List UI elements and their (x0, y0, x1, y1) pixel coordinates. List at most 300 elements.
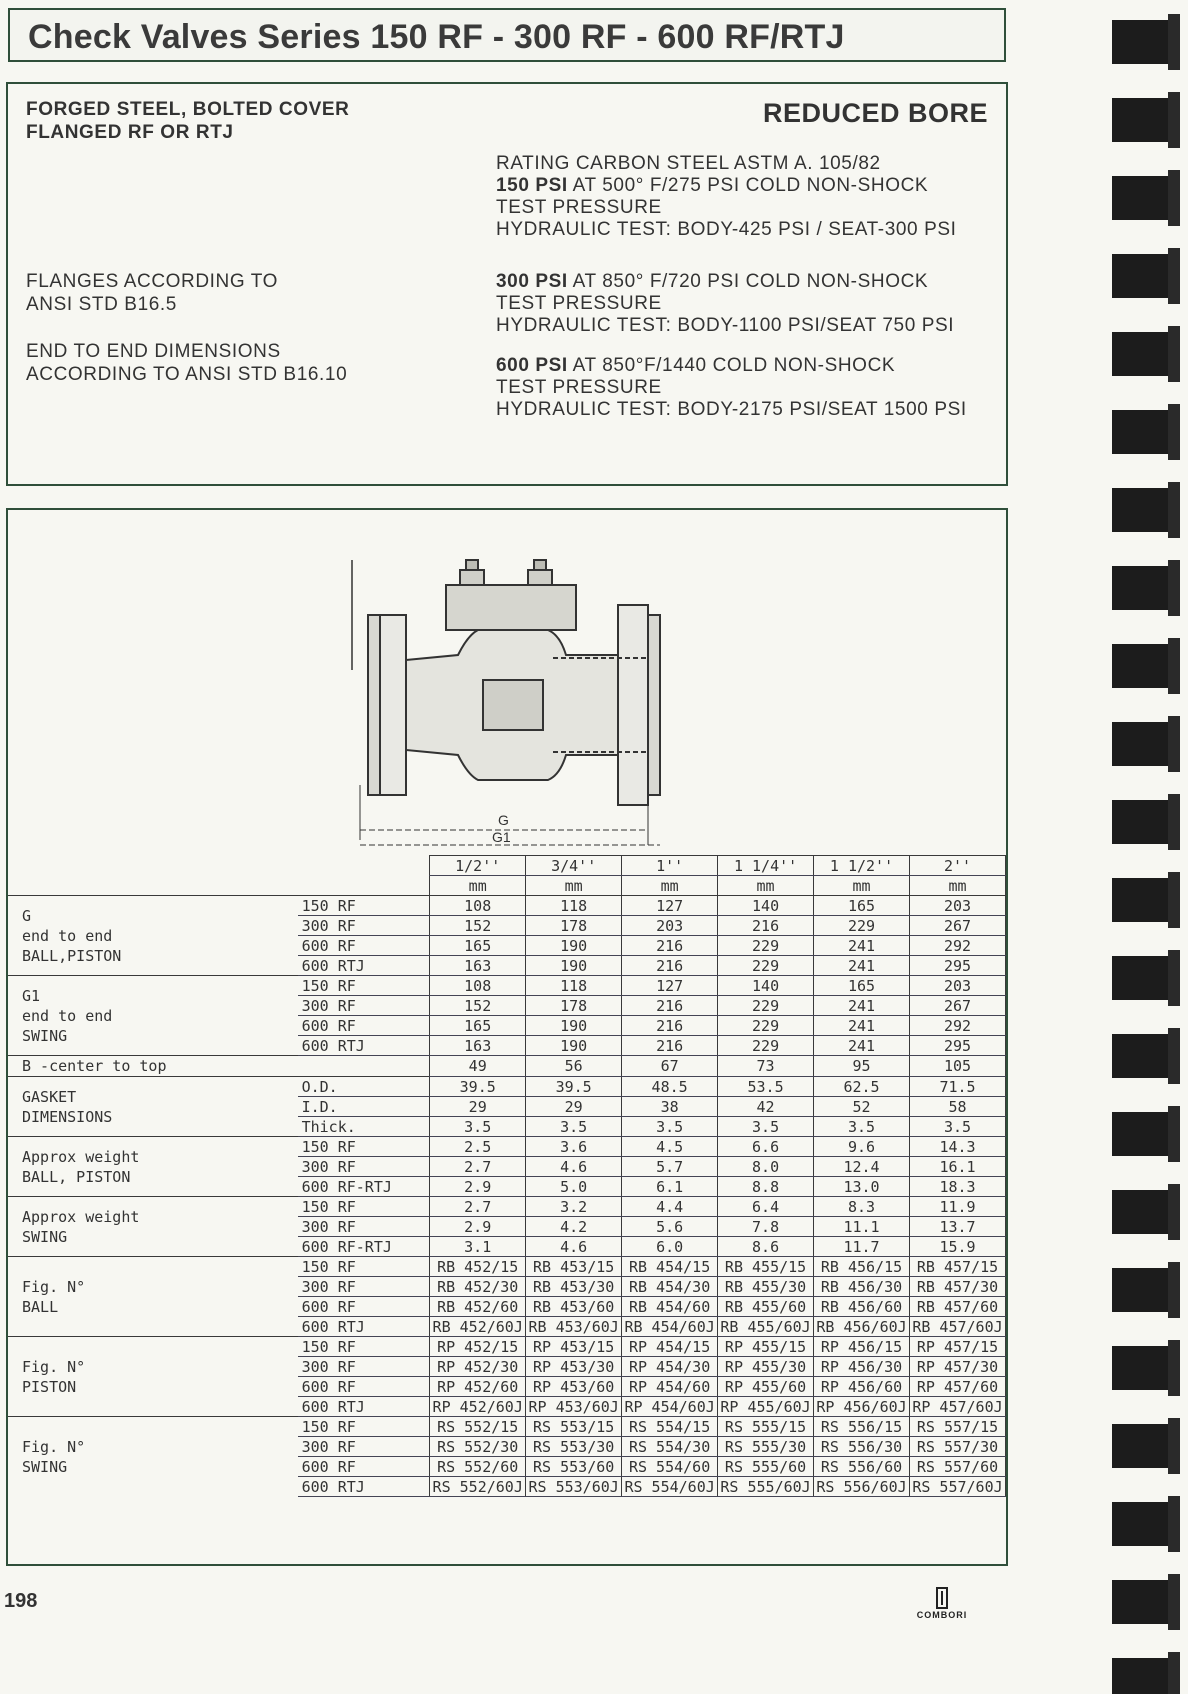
binding-ring (1112, 404, 1180, 460)
value-cell: 8.0 (718, 1157, 814, 1177)
construction-line-2: FLANGED RF OR RTJ (26, 122, 234, 143)
page-title: Check Valves Series 150 RF - 300 RF - 600 RF/RTJ (28, 18, 845, 56)
size-header: 1'' (622, 856, 718, 876)
corner-cell (8, 856, 430, 876)
value-cell: 8.8 (718, 1177, 814, 1197)
value-cell: 12.4 (814, 1157, 910, 1177)
value-cell: 127 (622, 976, 718, 996)
value-cell: RB 456/30 (814, 1277, 910, 1297)
value-cell: RS 552/60J (430, 1477, 526, 1497)
value-cell: RB 457/15 (910, 1257, 1006, 1277)
binding-ring (1112, 1418, 1180, 1474)
value-cell: 152 (430, 996, 526, 1016)
value-cell: RS 554/30 (622, 1437, 718, 1457)
page-number: 198 (4, 1590, 38, 1612)
value-cell: 241 (814, 956, 910, 976)
value-cell: 3.5 (814, 1117, 910, 1137)
value-cell: RB 452/15 (430, 1257, 526, 1277)
value-cell: RB 452/60J (430, 1317, 526, 1337)
group-label-line: DIMENSIONS (22, 1107, 113, 1126)
value-cell: 295 (910, 956, 1006, 976)
value-cell: 216 (622, 1016, 718, 1036)
sub-label: 300 RF (298, 1217, 430, 1237)
size-header: 1 1/2'' (814, 856, 910, 876)
sub-label: 600 RF-RTJ (298, 1237, 430, 1257)
group-label (8, 1056, 430, 1077)
value-cell: 190 (526, 936, 622, 956)
sub-label: 600 RF (298, 1297, 430, 1317)
value-cell: RS 556/15 (814, 1417, 910, 1437)
value-cell: 2.5 (430, 1137, 526, 1157)
dim-label-g: G (498, 812, 509, 828)
value-cell: 8.6 (718, 1237, 814, 1257)
group-label-line: end to end (22, 926, 113, 945)
value-cell: 5.7 (622, 1157, 718, 1177)
spiral-binding-icon (1106, 0, 1188, 1694)
value-cell: RS 557/60 (910, 1457, 1006, 1477)
group-label-line: BALL, PISTON (22, 1167, 131, 1186)
value-cell: 67 (622, 1056, 718, 1077)
value-cell: 295 (910, 1036, 1006, 1056)
binding-ring (1112, 950, 1180, 1006)
sub-label: O.D. (298, 1077, 430, 1097)
value-cell: RS 557/30 (910, 1437, 1006, 1457)
binding-ring (1112, 326, 1180, 382)
value-cell: 292 (910, 936, 1006, 956)
binding-ring (1112, 872, 1180, 928)
binding-ring (1112, 1184, 1180, 1240)
reduced-bore-label: REDUCED BORE (762, 98, 988, 128)
group-label-line: BALL,PISTON (22, 946, 122, 965)
sub-label: 300 RF (298, 1437, 430, 1457)
r300-hydro: HYDRAULIC TEST: BODY-1100 PSI/SEAT 750 PSI (496, 315, 955, 336)
logo-text: COMBORI (916, 1610, 968, 1620)
group-label-line: B -center to top (22, 1057, 167, 1075)
binding-ring (1112, 1652, 1180, 1694)
value-cell: 3.5 (430, 1117, 526, 1137)
value-cell: RB 454/15 (622, 1257, 718, 1277)
value-cell: 13.0 (814, 1177, 910, 1197)
table-row (8, 976, 1006, 996)
group-label-line: PISTON (22, 1377, 77, 1396)
value-cell: 127 (622, 896, 718, 916)
value-cell: RP 454/60 (622, 1377, 718, 1397)
value-cell: RS 553/15 (526, 1417, 622, 1437)
value-cell: RP 455/60J (718, 1397, 814, 1417)
binding-ring (1112, 560, 1180, 616)
binding-ring (1112, 1496, 1180, 1552)
value-cell: RP 452/60 (430, 1377, 526, 1397)
value-cell: 165 (814, 976, 910, 996)
group-label (8, 1137, 298, 1197)
value-cell: 39.5 (526, 1077, 622, 1097)
value-cell: 108 (430, 976, 526, 996)
sub-label: 150 RF (298, 1257, 430, 1277)
value-cell: RS 553/30 (526, 1437, 622, 1457)
value-cell: 216 (622, 956, 718, 976)
r600-test: TEST PRESSURE (496, 377, 662, 398)
group-label (8, 896, 298, 976)
value-cell: RB 456/15 (814, 1257, 910, 1277)
value-cell: RP 455/60 (718, 1377, 814, 1397)
value-cell: 229 (814, 916, 910, 936)
table-row (8, 1257, 1006, 1277)
value-cell: 53.5 (718, 1077, 814, 1097)
value-cell: 58 (910, 1097, 1006, 1117)
value-cell: 4.2 (526, 1217, 622, 1237)
table-row (8, 1137, 1006, 1157)
binding-ring (1112, 170, 1180, 226)
group-label (8, 1417, 298, 1497)
value-cell: 2.7 (430, 1197, 526, 1217)
flanges-line-2: ANSI STD B16.5 (26, 294, 177, 315)
value-cell: RP 455/15 (718, 1337, 814, 1357)
sub-label: 150 RF (298, 1137, 430, 1157)
sub-label: 300 RF (298, 1277, 430, 1297)
value-cell: RS 557/60J (910, 1477, 1006, 1497)
value-cell: 3.6 (526, 1137, 622, 1157)
unit-cell: mm (814, 876, 910, 896)
value-cell: 140 (718, 896, 814, 916)
value-cell: 6.1 (622, 1177, 718, 1197)
sub-label: 600 RTJ (298, 1397, 430, 1417)
group-label-line: end to end (22, 1006, 113, 1025)
value-cell: 71.5 (910, 1077, 1006, 1097)
group-label (8, 1337, 298, 1417)
value-cell: 2.9 (430, 1177, 526, 1197)
binding-ring (1112, 248, 1180, 304)
unit-cell: mm (718, 876, 814, 896)
value-cell: RB 455/60 (718, 1297, 814, 1317)
value-cell: 6.4 (718, 1197, 814, 1217)
value-cell: RB 456/60J (814, 1317, 910, 1337)
value-cell: 163 (430, 956, 526, 976)
value-cell: 18.3 (910, 1177, 1006, 1197)
value-cell: 165 (814, 896, 910, 916)
value-cell: 38 (622, 1097, 718, 1117)
value-cell: 178 (526, 916, 622, 936)
sub-label: 600 RTJ (298, 1477, 430, 1497)
value-cell: 5.6 (622, 1217, 718, 1237)
value-cell: RB 457/30 (910, 1277, 1006, 1297)
sub-label: 150 RF (298, 896, 430, 916)
table-row (8, 1197, 1006, 1217)
value-cell: RP 454/15 (622, 1337, 718, 1357)
r150-bold: 150 PSI (496, 175, 568, 196)
value-cell: 118 (526, 976, 622, 996)
publisher-logo (912, 1586, 972, 1620)
binding-ring (1112, 1262, 1180, 1318)
binding-ring (1112, 92, 1180, 148)
value-cell: 62.5 (814, 1077, 910, 1097)
value-cell: 48.5 (622, 1077, 718, 1097)
sub-label: Thick. (298, 1117, 430, 1137)
r300-rest: AT 850° F/720 PSI COLD NON-SHOCK (567, 271, 929, 292)
value-cell: 216 (622, 936, 718, 956)
value-cell: 6.6 (718, 1137, 814, 1157)
dimensions-table-body (8, 856, 1006, 1497)
value-cell: 56 (526, 1056, 622, 1077)
value-cell: 3.5 (718, 1117, 814, 1137)
value-cell: 4.4 (622, 1197, 718, 1217)
value-cell: 241 (814, 1036, 910, 1056)
value-cell: 229 (718, 996, 814, 1016)
value-cell: RP 454/30 (622, 1357, 718, 1377)
value-cell: 3.2 (526, 1197, 622, 1217)
value-cell: RP 457/30 (910, 1357, 1006, 1377)
value-cell: RP 453/60 (526, 1377, 622, 1397)
r600-rest: AT 850°F/1440 COLD NON-SHOCK (567, 355, 896, 376)
value-cell: 13.7 (910, 1217, 1006, 1237)
table-box (6, 508, 1008, 1566)
r600-line (496, 354, 895, 377)
sub-label: 600 RF (298, 1016, 430, 1036)
value-cell: RP 452/15 (430, 1337, 526, 1357)
r150-test: TEST PRESSURE (496, 197, 662, 218)
sub-label: 600 RF (298, 936, 430, 956)
group-label-line: BALL (22, 1297, 59, 1316)
value-cell: RB 455/60J (718, 1317, 814, 1337)
value-cell: 267 (910, 916, 1006, 936)
value-cell: RP 452/60J (430, 1397, 526, 1417)
value-cell: 73 (718, 1056, 814, 1077)
binding-ring (1112, 1340, 1180, 1396)
value-cell: RB 457/60J (910, 1317, 1006, 1337)
dimensions-table (8, 855, 1006, 1497)
value-cell: 229 (718, 956, 814, 976)
value-cell: RS 553/60 (526, 1457, 622, 1477)
value-cell: 229 (718, 1036, 814, 1056)
value-cell: RS 554/60 (622, 1457, 718, 1477)
value-cell: RS 554/15 (622, 1417, 718, 1437)
group-label (8, 1257, 298, 1337)
sub-label: 300 RF (298, 1157, 430, 1177)
sub-label: 600 RF (298, 1457, 430, 1477)
binding-ring (1112, 482, 1180, 538)
sub-label: 600 RTJ (298, 956, 430, 976)
value-cell: 4.6 (526, 1157, 622, 1177)
table-row (8, 1077, 1006, 1097)
value-cell: RS 557/15 (910, 1417, 1006, 1437)
sub-label: 600 RF (298, 1377, 430, 1397)
sub-label: 150 RF (298, 1417, 430, 1437)
value-cell: 4.5 (622, 1137, 718, 1157)
value-cell: 15.9 (910, 1237, 1006, 1257)
value-cell: RP 453/15 (526, 1337, 622, 1357)
value-cell: RP 457/60J (910, 1397, 1006, 1417)
value-cell: 16.1 (910, 1157, 1006, 1177)
value-cell: RP 452/30 (430, 1357, 526, 1377)
binding-ring (1112, 794, 1180, 850)
value-cell: RS 556/30 (814, 1437, 910, 1457)
valve-section-drawing (348, 540, 708, 850)
value-cell: 39.5 (430, 1077, 526, 1097)
value-cell: RP 453/30 (526, 1357, 622, 1377)
sub-label: 300 RF (298, 1357, 430, 1377)
dim-label-g1: G1 (492, 829, 511, 845)
binding-ring (1112, 1106, 1180, 1162)
end-to-end-line-2: ACCORDING TO ANSI STD B16.10 (26, 364, 348, 385)
value-cell: RS 555/30 (718, 1437, 814, 1457)
value-cell: RP 455/30 (718, 1357, 814, 1377)
value-cell: 8.3 (814, 1197, 910, 1217)
value-cell: RS 555/60 (718, 1457, 814, 1477)
group-label-line: GASKET (22, 1087, 77, 1106)
value-cell: 108 (430, 896, 526, 916)
sub-label: 600 RTJ (298, 1317, 430, 1337)
group-label (8, 1077, 298, 1137)
value-cell: RP 454/60J (622, 1397, 718, 1417)
group-label-line: Fig. N° (22, 1437, 86, 1456)
value-cell: RP 456/60J (814, 1397, 910, 1417)
r600-bold: 600 PSI (496, 355, 568, 376)
group-label-line: Approx weight (22, 1207, 140, 1226)
value-cell: 49 (430, 1056, 526, 1077)
value-cell: 52 (814, 1097, 910, 1117)
value-cell: RB 457/60 (910, 1297, 1006, 1317)
value-cell: 5.0 (526, 1177, 622, 1197)
sub-label: I.D. (298, 1097, 430, 1117)
unit-cell: mm (430, 876, 526, 896)
table-row (8, 1337, 1006, 1357)
flanges-line-1: FLANGES ACCORDING TO (26, 271, 279, 292)
value-cell: RB 452/60 (430, 1297, 526, 1317)
spec-box (6, 82, 1008, 486)
value-cell: 165 (430, 936, 526, 956)
value-cell: RB 455/30 (718, 1277, 814, 1297)
value-cell: 4.6 (526, 1237, 622, 1257)
value-cell: 241 (814, 996, 910, 1016)
value-cell: 163 (430, 1036, 526, 1056)
value-cell: 11.9 (910, 1197, 1006, 1217)
sub-label: 300 RF (298, 996, 430, 1016)
value-cell: RS 552/30 (430, 1437, 526, 1457)
value-cell: 178 (526, 996, 622, 1016)
r150-rest: AT 500° F/275 PSI COLD NON-SHOCK (567, 175, 929, 196)
value-cell: 241 (814, 1016, 910, 1036)
binding-ring (1112, 1574, 1180, 1630)
value-cell: 11.1 (814, 1217, 910, 1237)
sub-label: 300 RF (298, 916, 430, 936)
sub-label: 600 RTJ (298, 1036, 430, 1056)
sub-label: 150 RF (298, 1337, 430, 1357)
value-cell: 190 (526, 1036, 622, 1056)
value-cell: RP 456/15 (814, 1337, 910, 1357)
value-cell: RS 553/60J (526, 1477, 622, 1497)
size-header: 1/2'' (430, 856, 526, 876)
value-cell: RS 552/60 (430, 1457, 526, 1477)
value-cell: 241 (814, 936, 910, 956)
sub-label: 600 RF-RTJ (298, 1177, 430, 1197)
binding-ring (1112, 1028, 1180, 1084)
end-to-end-line-1: END TO END DIMENSIONS (26, 341, 281, 362)
sub-label: 150 RF (298, 976, 430, 996)
group-label-line: SWING (22, 1457, 68, 1476)
value-cell: RS 555/15 (718, 1417, 814, 1437)
group-label (8, 976, 298, 1056)
value-cell: RB 452/30 (430, 1277, 526, 1297)
value-cell: 29 (526, 1097, 622, 1117)
group-label-line: G1 (22, 986, 41, 1005)
value-cell: RB 454/30 (622, 1277, 718, 1297)
value-cell: 105 (910, 1056, 1006, 1077)
binding-ring (1112, 716, 1180, 772)
table-row (8, 896, 1006, 916)
rating-line: RATING CARBON STEEL ASTM A. 105/82 (496, 153, 881, 174)
value-cell: RP 453/60J (526, 1397, 622, 1417)
unit-row (8, 876, 1006, 896)
value-cell: 7.8 (718, 1217, 814, 1237)
r300-line (496, 270, 928, 293)
value-cell: RS 552/15 (430, 1417, 526, 1437)
value-cell: RB 453/60 (526, 1297, 622, 1317)
value-cell: 3.5 (910, 1117, 1006, 1137)
r300-test: TEST PRESSURE (496, 293, 662, 314)
construction-line-1: FORGED STEEL, BOLTED COVER (26, 99, 350, 120)
value-cell: RS 554/60J (622, 1477, 718, 1497)
value-cell: 29 (430, 1097, 526, 1117)
value-cell: 165 (430, 1016, 526, 1036)
value-cell: 42 (718, 1097, 814, 1117)
value-cell: RB 453/15 (526, 1257, 622, 1277)
group-label-line: SWING (22, 1026, 68, 1045)
value-cell: 190 (526, 1016, 622, 1036)
unit-cell: mm (622, 876, 718, 896)
value-cell: RB 454/60 (622, 1297, 718, 1317)
r150-hydro: HYDRAULIC TEST: BODY-425 PSI / SEAT-300 PSI (496, 219, 957, 240)
value-cell: RB 454/60J (622, 1317, 718, 1337)
group-label-line: Fig. N° (22, 1357, 86, 1376)
value-cell: 216 (622, 996, 718, 1016)
size-header: 2'' (910, 856, 1006, 876)
group-label-line: Approx weight (22, 1147, 140, 1166)
value-cell: 9.6 (814, 1137, 910, 1157)
value-cell: RS 556/60J (814, 1477, 910, 1497)
value-cell: 216 (622, 1036, 718, 1056)
value-cell: 2.9 (430, 1217, 526, 1237)
value-cell: RP 456/30 (814, 1357, 910, 1377)
table-row (8, 1056, 1006, 1077)
binding-ring (1112, 638, 1180, 694)
value-cell: 3.5 (622, 1117, 718, 1137)
table-row (8, 1417, 1006, 1437)
value-cell: 229 (718, 1016, 814, 1036)
size-header: 1 1/4'' (718, 856, 814, 876)
unit-cell: mm (526, 876, 622, 896)
value-cell: 190 (526, 956, 622, 976)
value-cell: 152 (430, 916, 526, 936)
sub-label: 150 RF (298, 1197, 430, 1217)
value-cell: RB 453/60J (526, 1317, 622, 1337)
value-cell: RB 456/60 (814, 1297, 910, 1317)
group-label-line: G (22, 906, 32, 925)
size-header: 3/4'' (526, 856, 622, 876)
value-cell: 216 (718, 916, 814, 936)
binding-ring (1112, 14, 1180, 70)
value-cell: 95 (814, 1056, 910, 1077)
value-cell: RP 457/15 (910, 1337, 1006, 1357)
value-cell: 118 (526, 896, 622, 916)
title-box (8, 8, 1006, 62)
value-cell: RS 555/60J (718, 1477, 814, 1497)
value-cell: 140 (718, 976, 814, 996)
value-cell: 3.5 (526, 1117, 622, 1137)
value-cell: 203 (622, 916, 718, 936)
r600-hydro: HYDRAULIC TEST: BODY-2175 PSI/SEAT 1500 PSI (496, 399, 967, 420)
r300-bold: 300 PSI (496, 271, 568, 292)
value-cell: 11.7 (814, 1237, 910, 1257)
value-cell: 6.0 (622, 1237, 718, 1257)
